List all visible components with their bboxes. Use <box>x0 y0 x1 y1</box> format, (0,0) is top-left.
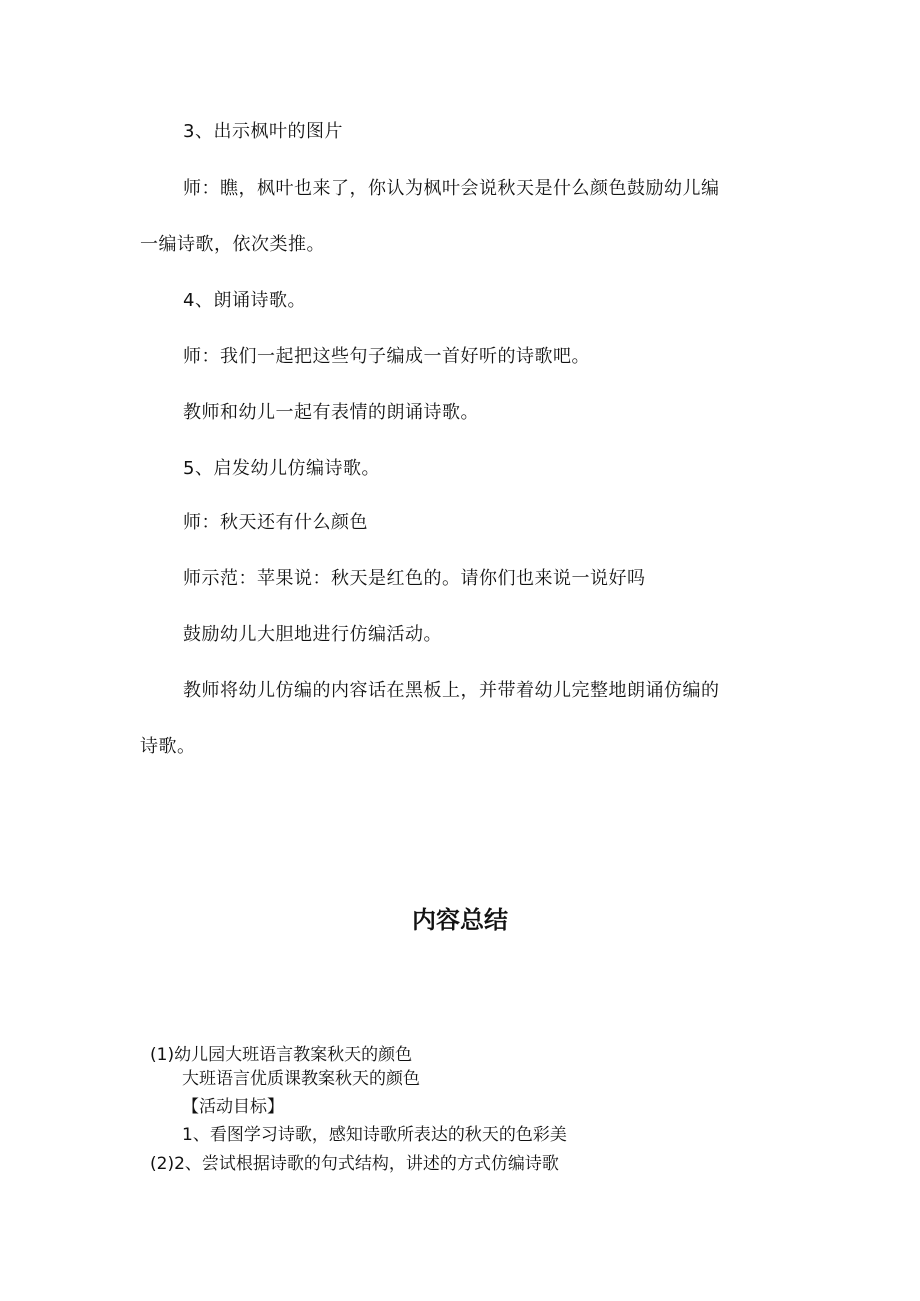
paragraph-step-3: 3、出示枫叶的图片 <box>183 121 343 142</box>
paragraph-blackboard-line1: 教师将幼儿仿编的内容话在黑板上，并带着幼儿完整地朗诵仿编的 <box>183 680 720 701</box>
summary-line-4: 1、看图学习诗歌，感知诗歌所表达的秋天的色彩美 <box>182 1125 567 1145</box>
paragraph-teacher-maple-line1: 师：瞧，枫叶也来了，你认为枫叶会说秋天是什么颜色鼓励幼儿编 <box>183 178 720 199</box>
summary-line-2: 大班语言优质课教案秋天的颜色 <box>182 1069 420 1089</box>
paragraph-teacher-compose: 师：我们一起把这些句子编成一首好听的诗歌吧。 <box>183 346 590 367</box>
paragraph-recite-together: 教师和幼儿一起有表情的朗诵诗歌。 <box>183 402 479 423</box>
summary-line-3: 【活动目标】 <box>182 1097 284 1117</box>
paragraph-teacher-maple-line2: 一编诗歌，依次类推。 <box>140 234 325 255</box>
paragraph-teacher-demo: 师示范：苹果说：秋天是红色的。请你们也来说一说好吗 <box>183 568 646 589</box>
paragraph-step-4: 4、朗诵诗歌。 <box>183 290 306 311</box>
paragraph-blackboard-line2: 诗歌。 <box>140 736 196 757</box>
paragraph-teacher-question: 师：秋天还有什么颜色 <box>183 512 368 533</box>
summary-line-5: (2)2、尝试根据诗歌的句式结构，讲述的方式仿编诗歌 <box>150 1154 559 1174</box>
paragraph-step-5: 5、启发幼儿仿编诗歌。 <box>183 458 380 479</box>
paragraph-encourage: 鼓励幼儿大胆地进行仿编活动。 <box>183 624 442 645</box>
summary-line-1: (1)幼儿园大班语言教案秋天的颜色 <box>150 1045 413 1065</box>
summary-title: 内容总结 <box>412 906 508 934</box>
